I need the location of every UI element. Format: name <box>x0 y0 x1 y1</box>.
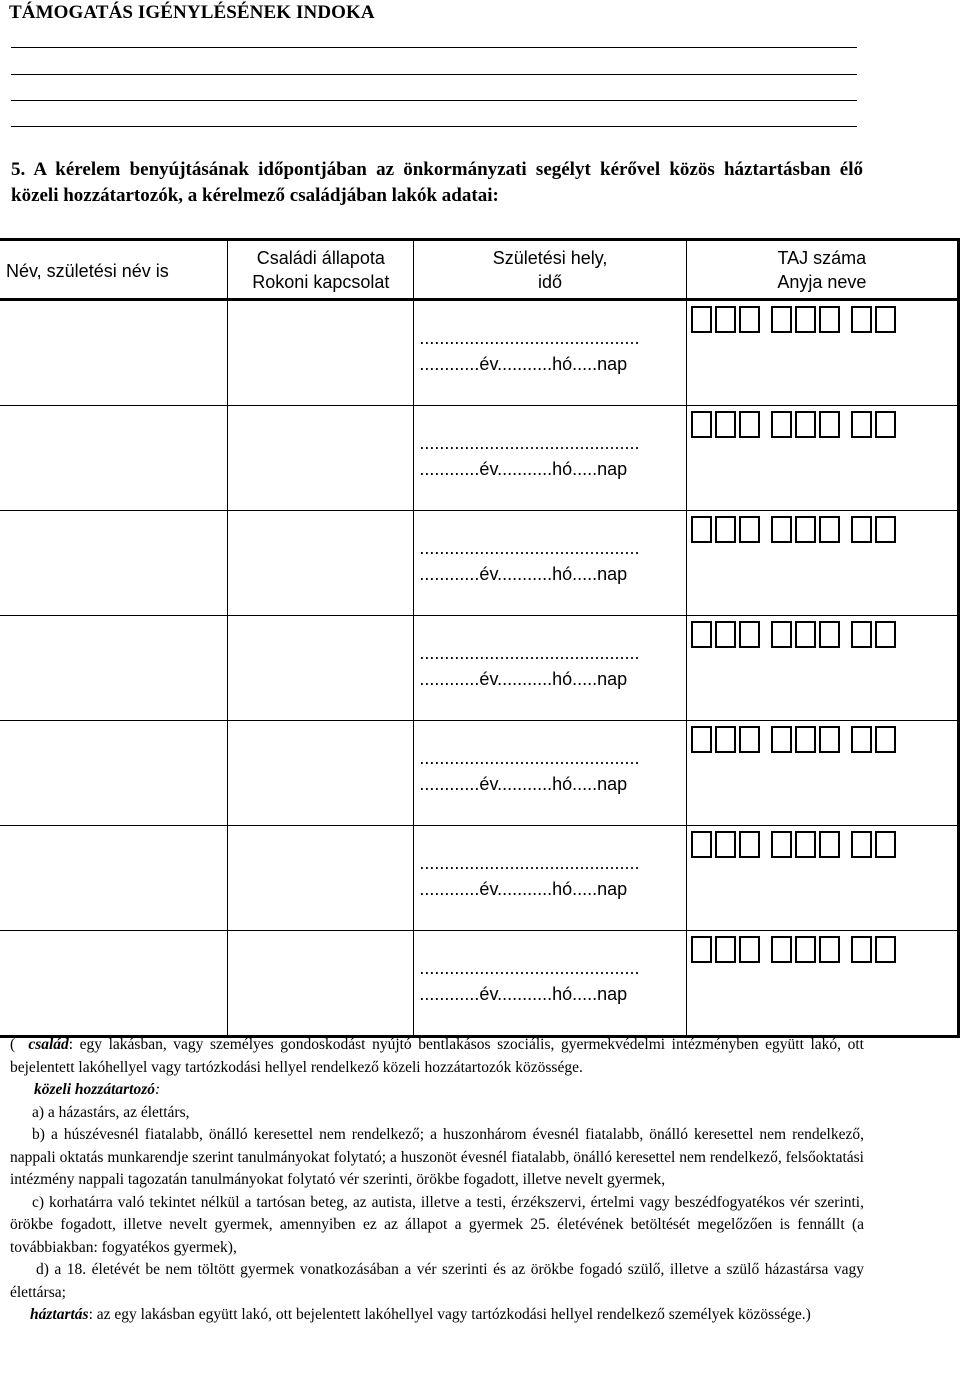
birth-place-dots: ............................................ <box>419 328 640 348</box>
birth-place-dots: ............................................ <box>419 643 640 663</box>
taj-digit-box[interactable] <box>875 516 896 543</box>
cell-birth[interactable] <box>414 931 686 1037</box>
cell-taj[interactable] <box>686 826 958 931</box>
note-item-d: d) a 18. életévét be nem töltött gyermek vonatkozásában a vér szerinti és az örökbe fogadó szülő, illetve a szülő házastársa vagy élettársa; <box>10 1261 864 1301</box>
taj-digit-box[interactable] <box>691 621 712 648</box>
taj-digit-box[interactable] <box>795 621 816 648</box>
cell-name[interactable] <box>0 931 228 1037</box>
taj-digit-box[interactable] <box>875 726 896 753</box>
col-header-birth: Születési hely, idő <box>492 248 608 292</box>
table-row <box>0 931 959 1037</box>
taj-digit-box[interactable] <box>691 411 712 438</box>
taj-digit-box[interactable] <box>875 831 896 858</box>
birth-place-dots: ............................................ <box>419 958 640 978</box>
taj-digit-box[interactable] <box>771 936 792 963</box>
table-row <box>0 300 959 406</box>
birth-date-dots: ............év...........hó.....nap <box>419 984 628 1004</box>
taj-digit-box[interactable] <box>691 831 712 858</box>
cell-family-status[interactable] <box>228 721 414 826</box>
taj-digit-box[interactable] <box>739 936 760 963</box>
taj-digit-box[interactable] <box>851 516 872 543</box>
taj-digit-box[interactable] <box>795 936 816 963</box>
taj-digit-box[interactable] <box>715 936 736 963</box>
birth-date-dots: ............év...........hó.....nap <box>419 459 628 479</box>
taj-digit-box[interactable] <box>875 411 896 438</box>
note-csalad: ( család: egy lakásban, vagy személyes gondoskodást nyújtó bentlakásos szociális, gyermekvédelmi intézményben együtt lakó, ott bejelentett lakóhellyel vagy tartózkodási hellyel rendelkező közeli hozzátartozók közössége. <box>10 1036 864 1076</box>
cell-family-status[interactable] <box>228 826 414 931</box>
birth-date-dots: ............év...........hó.....nap <box>419 774 628 794</box>
household-members-table <box>0 238 960 1038</box>
taj-digit-box[interactable] <box>771 726 792 753</box>
cell-birth[interactable] <box>414 511 686 616</box>
note-kozeli: közeli hozzátartozó: <box>34 1081 161 1098</box>
taj-boxes <box>687 721 957 753</box>
cell-taj[interactable] <box>686 511 958 616</box>
taj-digit-box[interactable] <box>795 411 816 438</box>
term-haztartas: háztartás <box>30 1306 89 1323</box>
cell-family-status[interactable] <box>228 616 414 721</box>
table-row <box>0 511 959 616</box>
cell-name[interactable] <box>0 826 228 931</box>
note-item-b: b) a húszévesnél fiatalabb, önálló keresettel nem rendelkező; a huszonhárom évesnél fiatalabb, önálló keresettel nem rendelkező, nappali oktatás munkarendje szerint tanulmányokat folytató; a huszonöt évesnél fiatalabb, önálló keresettel nem rendelkező, felsőoktatási intézmény nappali tagozatán tanulmányokat folytató vér szerinti, örökbe fogadott, illetve nevelt gyermek, <box>10 1126 864 1188</box>
taj-digit-box[interactable] <box>851 411 872 438</box>
taj-digit-box[interactable] <box>851 726 872 753</box>
table-row <box>0 826 959 931</box>
taj-digit-box[interactable] <box>739 621 760 648</box>
cell-name[interactable] <box>0 616 228 721</box>
table-row <box>0 721 959 826</box>
birth-date-dots: ............év...........hó.....nap <box>419 564 628 584</box>
cell-birth[interactable] <box>414 300 686 406</box>
cell-name[interactable] <box>0 721 228 826</box>
taj-digit-box[interactable] <box>771 516 792 543</box>
page-heading: TÁMOGATÁS IGÉNYLÉSÉNEK INDOKA <box>9 2 375 23</box>
cell-birth[interactable] <box>414 721 686 826</box>
birth-place-dots: ............................................ <box>419 748 640 768</box>
definitions-notes <box>10 1034 864 1327</box>
col-header-family-status: Családi állapota Rokoni kapcsolat <box>252 248 390 292</box>
taj-digit-box[interactable] <box>739 726 760 753</box>
taj-digit-box[interactable] <box>819 831 840 858</box>
taj-digit-box[interactable] <box>691 306 712 333</box>
cell-taj[interactable] <box>686 721 958 826</box>
fill-line-2[interactable] <box>11 74 857 75</box>
taj-digit-box[interactable] <box>819 726 840 753</box>
cell-taj[interactable] <box>686 406 958 511</box>
taj-digit-box[interactable] <box>715 516 736 543</box>
section-5-title: 5. A kérelem benyújtásának időpontjában az önkormányzati segélyt kérővel közös háztartásban élő közeli hozzátartozók, a kérelmező családjában lakók adatai: <box>11 159 863 206</box>
taj-digit-box[interactable] <box>795 726 816 753</box>
cell-family-status[interactable] <box>228 300 414 406</box>
taj-boxes <box>687 616 957 648</box>
taj-digit-box[interactable] <box>715 831 736 858</box>
fill-line-3[interactable] <box>11 100 857 101</box>
taj-digit-box[interactable] <box>851 621 872 648</box>
col-header-taj: TAJ száma Anyja neve <box>777 248 867 292</box>
col-header-name: Név, születési név is <box>6 261 169 281</box>
taj-digit-box[interactable] <box>739 306 760 333</box>
taj-digit-box[interactable] <box>691 516 712 543</box>
taj-digit-box[interactable] <box>819 306 840 333</box>
note-haztartas: háztartás: az egy lakásban együtt lakó, ott bejelentett lakóhellyel vagy tartózkodási hellyel rendelkező személyek közössége.) <box>30 1306 811 1323</box>
taj-digit-box[interactable] <box>851 936 872 963</box>
taj-boxes <box>687 826 957 858</box>
taj-boxes <box>687 511 957 543</box>
note-item-a: a) a házastárs, az élettárs, <box>32 1103 190 1121</box>
taj-digit-box[interactable] <box>795 306 816 333</box>
taj-digit-box[interactable] <box>691 726 712 753</box>
note-item-c: c) korhatárra való tekintet nélkül a tartósan beteg, az autista, illetve a testi, érzékszervi, értelmi vagy beszédfogyatékos vér szerinti, örökbe fogadott, illetve nevelt gyermek, amennyiben ez az állapot a gyermek 25. életévének betöltését megelőzően is fennállt (a továbbiakban: fogyatékos gyermek), <box>10 1193 864 1256</box>
taj-boxes <box>687 931 957 963</box>
taj-digit-box[interactable] <box>715 621 736 648</box>
taj-digit-box[interactable] <box>691 936 712 963</box>
taj-digit-box[interactable] <box>875 621 896 648</box>
taj-digit-box[interactable] <box>771 411 792 438</box>
cell-name[interactable] <box>0 300 228 406</box>
taj-digit-box[interactable] <box>795 831 816 858</box>
taj-digit-box[interactable] <box>851 306 872 333</box>
cell-taj[interactable] <box>686 616 958 721</box>
birth-date-dots: ............év...........hó.....nap <box>419 669 628 689</box>
taj-digit-box[interactable] <box>771 306 792 333</box>
table-header-row <box>0 240 959 300</box>
taj-digit-box[interactable] <box>715 726 736 753</box>
cell-family-status[interactable] <box>228 406 414 511</box>
taj-digit-box[interactable] <box>851 831 872 858</box>
taj-digit-box[interactable] <box>819 516 840 543</box>
taj-digit-box[interactable] <box>739 516 760 543</box>
taj-digit-box[interactable] <box>739 411 760 438</box>
cell-family-status[interactable] <box>228 931 414 1037</box>
taj-digit-box[interactable] <box>715 306 736 333</box>
taj-digit-box[interactable] <box>819 936 840 963</box>
cell-birth[interactable] <box>414 406 686 511</box>
taj-digit-box[interactable] <box>819 411 840 438</box>
birth-place-dots: ............................................ <box>419 853 640 873</box>
table-row <box>0 406 959 511</box>
cell-name[interactable] <box>0 406 228 511</box>
cell-taj[interactable] <box>686 931 958 1037</box>
table-row <box>0 616 959 721</box>
birth-place-dots: ............................................ <box>419 538 640 558</box>
fill-line-1[interactable] <box>11 47 857 48</box>
term-csalad: család <box>28 1036 69 1053</box>
term-kozeli: közeli hozzátartozó <box>34 1081 156 1098</box>
taj-digit-box[interactable] <box>875 306 896 333</box>
taj-digit-box[interactable] <box>819 621 840 648</box>
taj-digit-box[interactable] <box>715 411 736 438</box>
taj-digit-box[interactable] <box>875 936 896 963</box>
cell-taj[interactable] <box>686 300 958 406</box>
taj-digit-box[interactable] <box>771 621 792 648</box>
cell-name[interactable] <box>0 511 228 616</box>
taj-digit-box[interactable] <box>739 831 760 858</box>
taj-boxes <box>687 301 957 333</box>
birth-date-dots: ............év...........hó.....nap <box>419 354 628 374</box>
taj-boxes <box>687 406 957 438</box>
cell-birth[interactable] <box>414 616 686 721</box>
taj-digit-box[interactable] <box>795 516 816 543</box>
cell-birth[interactable] <box>414 826 686 931</box>
fill-line-4[interactable] <box>11 126 857 127</box>
cell-family-status[interactable] <box>228 511 414 616</box>
taj-digit-box[interactable] <box>771 831 792 858</box>
birth-date-dots: ............év...........hó.....nap <box>419 879 628 899</box>
birth-place-dots: ............................................ <box>419 433 640 453</box>
